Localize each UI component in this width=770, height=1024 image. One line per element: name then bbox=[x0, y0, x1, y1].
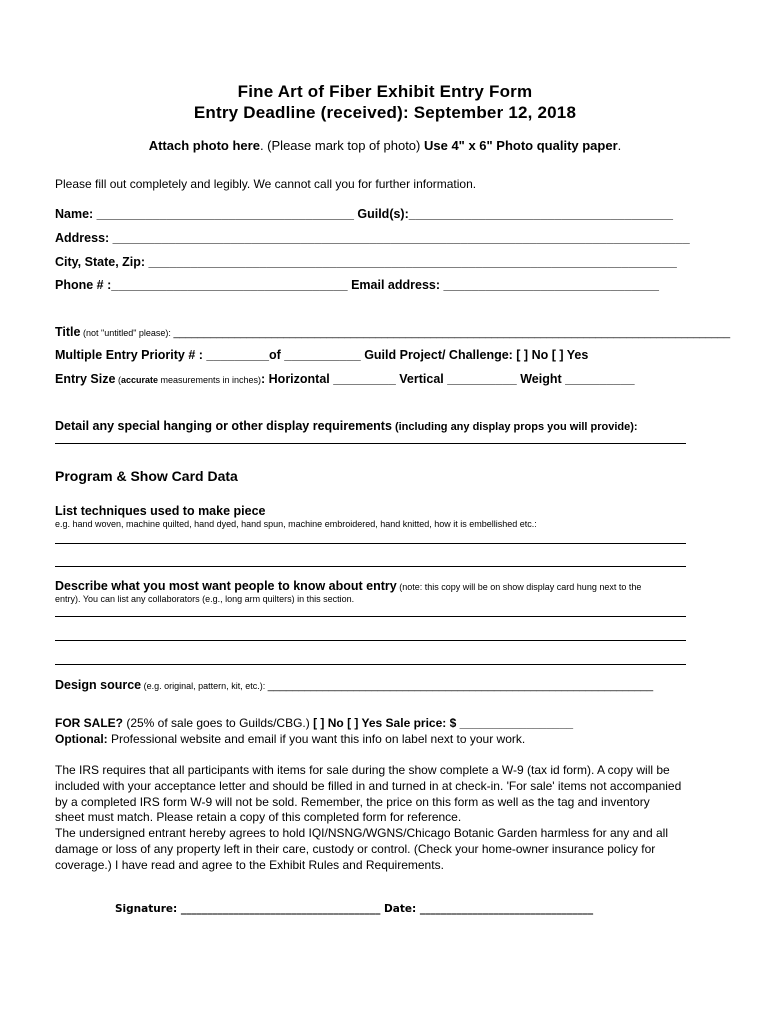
address-field[interactable]: Address: ___________________________________________________________________________________ bbox=[55, 231, 690, 245]
irs-line: damage or loss of any property left in their care, custody or control. (Check your home-owner insurance policy for bbox=[55, 842, 656, 856]
photo-instructions bbox=[0, 138, 770, 153]
hanging-requirements bbox=[55, 419, 638, 433]
describe-label: Describe what you most want people to know about entry bbox=[55, 579, 397, 593]
describe-note-2: entry). You can list any collaborators (e.g., long arm quilters) in this section. bbox=[55, 594, 355, 604]
size-dimensions[interactable]: : Horizontal _________ Vertical __________ Weight __________ bbox=[261, 372, 635, 386]
size-note-rest: measurements in inches) bbox=[157, 375, 262, 385]
design-note: (e.g. original, pattern, kit, etc.): bbox=[141, 681, 268, 691]
photo-lead: Attach photo here bbox=[148, 138, 260, 153]
form-title: Fine Art of Fiber Exhibit Entry Form bbox=[237, 82, 533, 101]
design-label: Design source bbox=[55, 678, 142, 692]
describe-line-1[interactable] bbox=[55, 616, 686, 617]
techniques-line-1[interactable] bbox=[55, 543, 686, 544]
phone-email-field[interactable] bbox=[55, 278, 659, 292]
techniques-line-2[interactable] bbox=[55, 566, 686, 567]
title-field[interactable] bbox=[55, 325, 730, 339]
irs-line: The IRS requires that all participants with items for sale during the show complete a W-9 (tax id form). A copy will be bbox=[55, 763, 670, 777]
describe-note: (note: this copy will be on show display card hung next to the bbox=[396, 582, 642, 592]
irs-line: The undersigned entrant hereby agrees to hold IQI/NSNG/WGNS/Chicago Botanic Garden harmless for any and all bbox=[55, 826, 668, 840]
for-sale-text: (25% of sale goes to Guilds/CBG.) bbox=[123, 716, 314, 730]
design-line[interactable]: _______________________________________________________________ bbox=[267, 680, 654, 692]
entry-size-field[interactable] bbox=[55, 372, 635, 386]
sale-options[interactable]: [ ] No [ ] Yes Sale price: $ _________________ bbox=[313, 716, 574, 730]
signature-date-field[interactable]: Signature: ______________________________________ Date: _________________________________ bbox=[115, 903, 594, 915]
size-note-open: ( bbox=[115, 375, 121, 385]
entry-deadline: Entry Deadline (received): September 12, 2018 bbox=[193, 103, 577, 122]
size-label: Entry Size bbox=[55, 372, 116, 386]
fill-instructions: Please fill out completely and legibly. We cannot call you for further information. bbox=[55, 177, 477, 191]
irs-line: sheet must match. Please retain a copy of this completed form for reference. bbox=[55, 810, 462, 824]
title-line[interactable]: ___________________________________________________________________________________________ bbox=[173, 327, 731, 339]
describe-label-row bbox=[55, 579, 641, 593]
photo-note: . (Please mark top of photo) bbox=[259, 138, 424, 153]
describe-line-2[interactable] bbox=[55, 640, 686, 641]
name-guild-field[interactable]: Name: _____________________________________ Guild(s):______________________________________ bbox=[55, 207, 673, 221]
hanging-note: (including any display props you will provide): bbox=[391, 421, 638, 433]
design-source-field[interactable] bbox=[55, 678, 653, 692]
priority-field[interactable]: Multiple Entry Priority # : _________of ___________ Guild Project/ Challenge: [ ] No [ ] Yes bbox=[55, 348, 589, 362]
optional-label: Optional: bbox=[55, 732, 108, 746]
title-label: Title bbox=[55, 325, 81, 339]
for-sale-label: FOR SALE? bbox=[55, 716, 123, 730]
program-heading: Program & Show Card Data bbox=[55, 468, 238, 484]
phone-field[interactable]: Phone # :__________________________________ bbox=[55, 278, 348, 292]
title-note: (not "untitled" please): bbox=[80, 328, 174, 338]
size-note-accurate: accurate bbox=[120, 375, 158, 385]
optional-row bbox=[55, 732, 525, 746]
describe-line-3[interactable] bbox=[55, 664, 686, 665]
optional-text: Professional website and email if you want this info on label next to your work. bbox=[107, 732, 526, 746]
techniques-note: e.g. hand woven, machine quilted, hand dyed, hand spun, machine embroidered, hand knitted, how it is embellished etc.: bbox=[55, 519, 537, 529]
hanging-line[interactable] bbox=[55, 443, 686, 444]
photo-paper: Use 4" x 6" Photo quality paper bbox=[423, 138, 618, 153]
city-state-zip-field[interactable]: City, State, Zip: ____________________________________________________________________________ bbox=[55, 255, 677, 269]
photo-end: . bbox=[617, 138, 622, 153]
techniques-label: List techniques used to make piece bbox=[55, 504, 266, 518]
hanging-label: Detail any special hanging or other display requirements bbox=[55, 419, 392, 433]
irs-line: included with your acceptance letter and should be filled in and turned in at check-in. 'For sale' items not accompanied bbox=[55, 779, 682, 793]
for-sale-row[interactable] bbox=[55, 716, 573, 730]
irs-line: by a completed IRS form W-9 will not be sold. Remember, the price on this form as well as the tag and inventory bbox=[55, 795, 650, 809]
email-field[interactable]: Email address: _______________________________ bbox=[347, 278, 660, 292]
irs-line: coverage.) I have read and agree to the Exhibit Rules and Requirements. bbox=[55, 858, 444, 872]
